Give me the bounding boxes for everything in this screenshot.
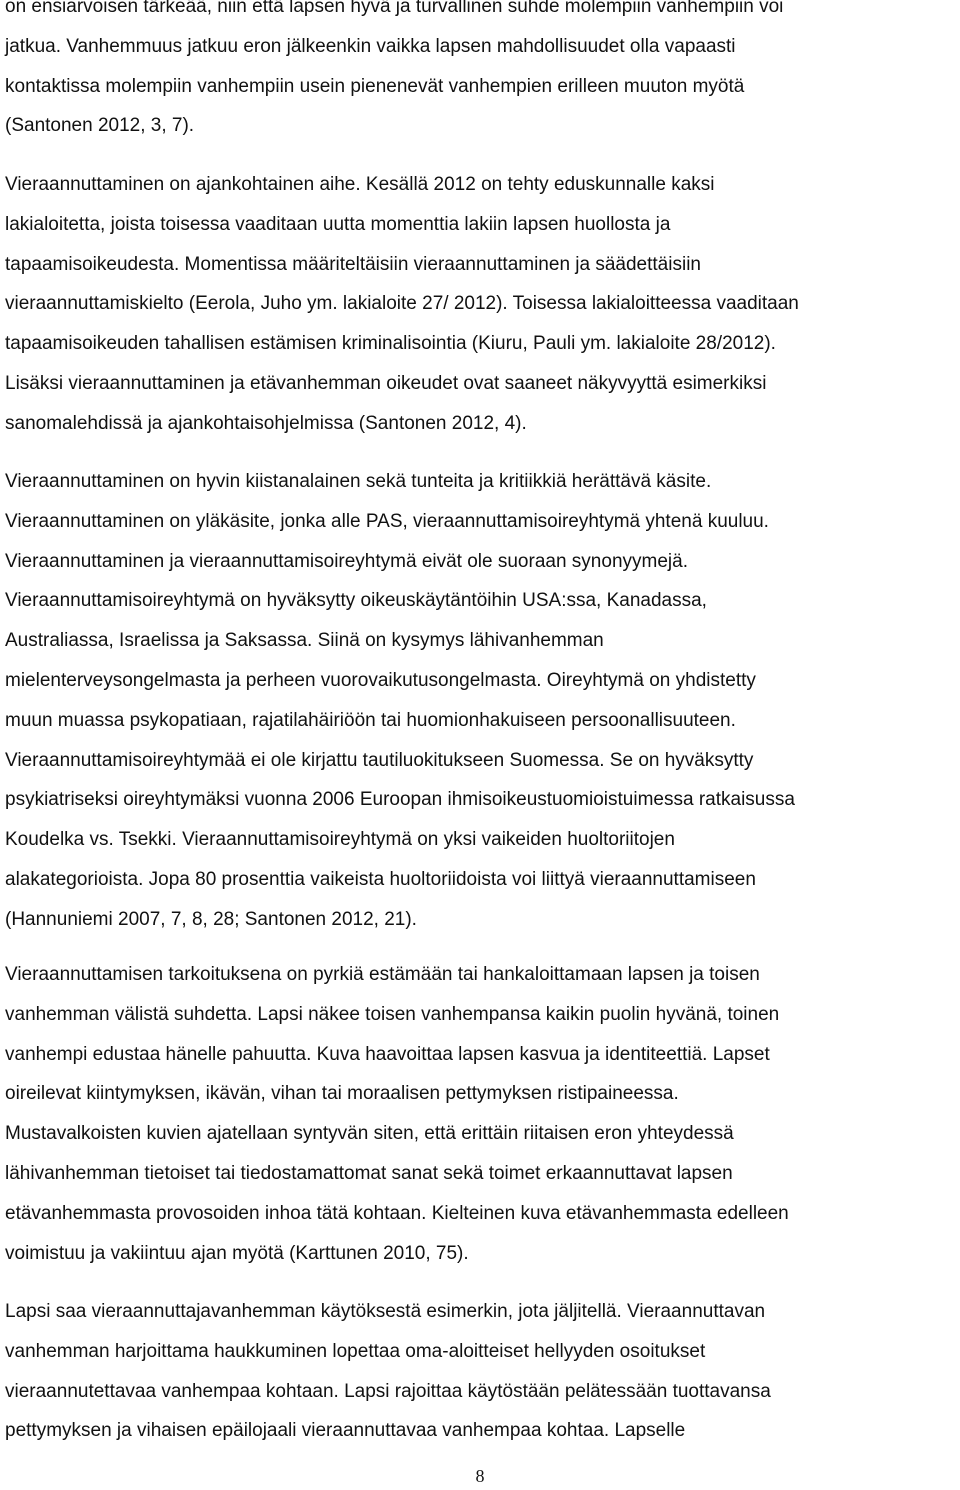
- text-line: oireilevat kiintymyksen, ikävän, vihan tai moraalisen pettymyksen ristipaineessa.: [5, 1083, 679, 1105]
- text-line: vanhempi edustaa hänelle pahuutta. Kuva haavoittaa lapsen kasvua ja identiteettiä. Lapset: [5, 1043, 770, 1065]
- text-line: on ensiarvoisen tärkeää, niin että lapsen hyvä ja turvallinen suhde molempiin vanhempiin voi: [5, 0, 784, 17]
- text-line: Australiassa, Israelissa ja Saksassa. Siinä on kysymys lähivanhemman: [5, 630, 604, 652]
- text-line: lakialoitetta, joista toisessa vaaditaan uutta momenttia lakiin lapsen huollosta ja: [5, 213, 671, 235]
- page-number: 8: [475, 1466, 485, 1486]
- paragraph: [5, 955, 789, 1273]
- text-line: Vieraannuttamisen tarkoituksena on pyrkiä estämään tai hankaloittamaan lapsen ja toisen: [5, 964, 760, 985]
- text-line: Vieraannuttaminen ja vieraannuttamisoireyhtymä eivät ole suoraan synonyymejä.: [5, 550, 688, 572]
- text-line: voimistuu ja vakiintuu ajan myötä (Karttunen 2010, 75).: [5, 1242, 469, 1264]
- text-line: Vieraannuttaminen on hyvin kiistanalainen sekä tunteita ja kritiikkiä herättävä käsite.: [5, 471, 712, 492]
- text-line: muun muassa psykopatiaan, rajatilahäiriöön tai huomionhakuiseen persoonallisuuteen.: [5, 709, 736, 731]
- text-line: jatkua. Vanhemmuus jatkuu eron jälkeenkin vaikka lapsen mahdollisuudet olla vapaasti: [5, 35, 736, 57]
- text-line: Vieraannuttamisoireyhtymää ei ole kirjattu tautiluokitukseen Suomessa. Se on hyväksytty: [5, 749, 754, 771]
- paragraph: [5, 0, 783, 146]
- text-line: vanhemman välistä suhdetta. Lapsi näkee toisen vanhempansa kaikin puolin hyvänä, toinen: [5, 1003, 780, 1025]
- text-line: Vieraannuttaminen on ajankohtainen aihe. Kesällä 2012 on tehty eduskunnalle kaksi: [5, 174, 715, 195]
- paragraph: [5, 165, 799, 444]
- text-line: tapaamisoikeudesta. Momentissa määriteltäisiin vieraannuttaminen ja säädettäisiin: [5, 253, 701, 275]
- text-line: Vieraannuttaminen on yläkäsite, jonka alle PAS, vieraannuttamisoireyhtymä yhtenä kuuluu.: [5, 510, 769, 532]
- text-line: kontaktissa molempiin vanhempiin usein pienenevät vanhempien erilleen muuton myötä: [5, 75, 745, 97]
- text-line: vieraannuttamiskielto (Eerola, Juho ym. lakialoite 27/ 2012). Toisessa lakialoitteessa vaaditaan: [5, 293, 799, 315]
- text-line: tapaamisoikeuden tahallisen estämisen kriminalisointia (Kiuru, Pauli ym. lakialoite 28/2012).: [5, 333, 776, 355]
- text-line: alakategorioista. Jopa 80 prosenttia vaikeista huoltoriidoista voi liittyä vieraannuttamiseen: [5, 868, 756, 890]
- text-line: pettymyksen ja vihaisen epäilojaali vieraannuttavaa vanhempaa kohtaa. Lapselle: [5, 1420, 686, 1442]
- text-line: mielenterveysongelmasta ja perheen vuorovaikutusongelmasta. Oireyhtymä on yhdistetty: [5, 669, 756, 691]
- paragraph: [5, 1292, 771, 1451]
- paragraph: [5, 462, 795, 940]
- text-line: (Hannuniemi 2007, 7, 8, 28; Santonen 2012, 21).: [5, 908, 417, 930]
- text-line: etävanhemmasta provosoiden inhoa tätä kohtaan. Kielteinen kuva etävanhemmasta edelleen: [5, 1202, 789, 1224]
- text-line: Mustavalkoisten kuvien ajatellaan syntyvän siten, että erittäin riitaisen eron yhteydessä: [5, 1123, 734, 1145]
- text-line: vanhemman harjoittama haukkuminen lopettaa oma-aloitteiset hellyyden osoitukset: [5, 1340, 706, 1362]
- text-line: (Santonen 2012, 3, 7).: [5, 115, 195, 137]
- text-line: sanomalehdissä ja ajankohtaisohjelmissa (Santonen 2012, 4).: [5, 412, 527, 434]
- text-line: Lisäksi vieraannuttaminen ja etävanhemman oikeudet ovat saaneet näkyvyyttä esimerkiksi: [5, 372, 767, 394]
- text-line: Koudelka vs. Tsekki. Vieraannuttamisoireyhtymä on yksi vaikeiden huoltoriitojen: [5, 829, 675, 851]
- text-line: Lapsi saa vieraannuttajavanhemman käytöksestä esimerkin, jota jäljitellä. Vieraannuttavan: [5, 1301, 766, 1322]
- text-line: Vieraannuttamisoireyhtymä on hyväksytty oikeuskäytäntöihin USA:ssa, Kanadassa,: [5, 590, 707, 612]
- text-line: lähivanhemman tietoiset tai tiedostamattomat sanat sekä toimet erkaannuttavat lapsen: [5, 1162, 733, 1184]
- text-line: vieraannutettavaa vanhempaa kohtaan. Lapsi rajoittaa käytöstään pelätessään tuottavansa: [5, 1380, 771, 1402]
- text-line: psykiatriseksi oireyhtymäksi vuonna 2006 Euroopan ihmisoikeustuomioistuimessa ratkaisussa: [5, 789, 795, 811]
